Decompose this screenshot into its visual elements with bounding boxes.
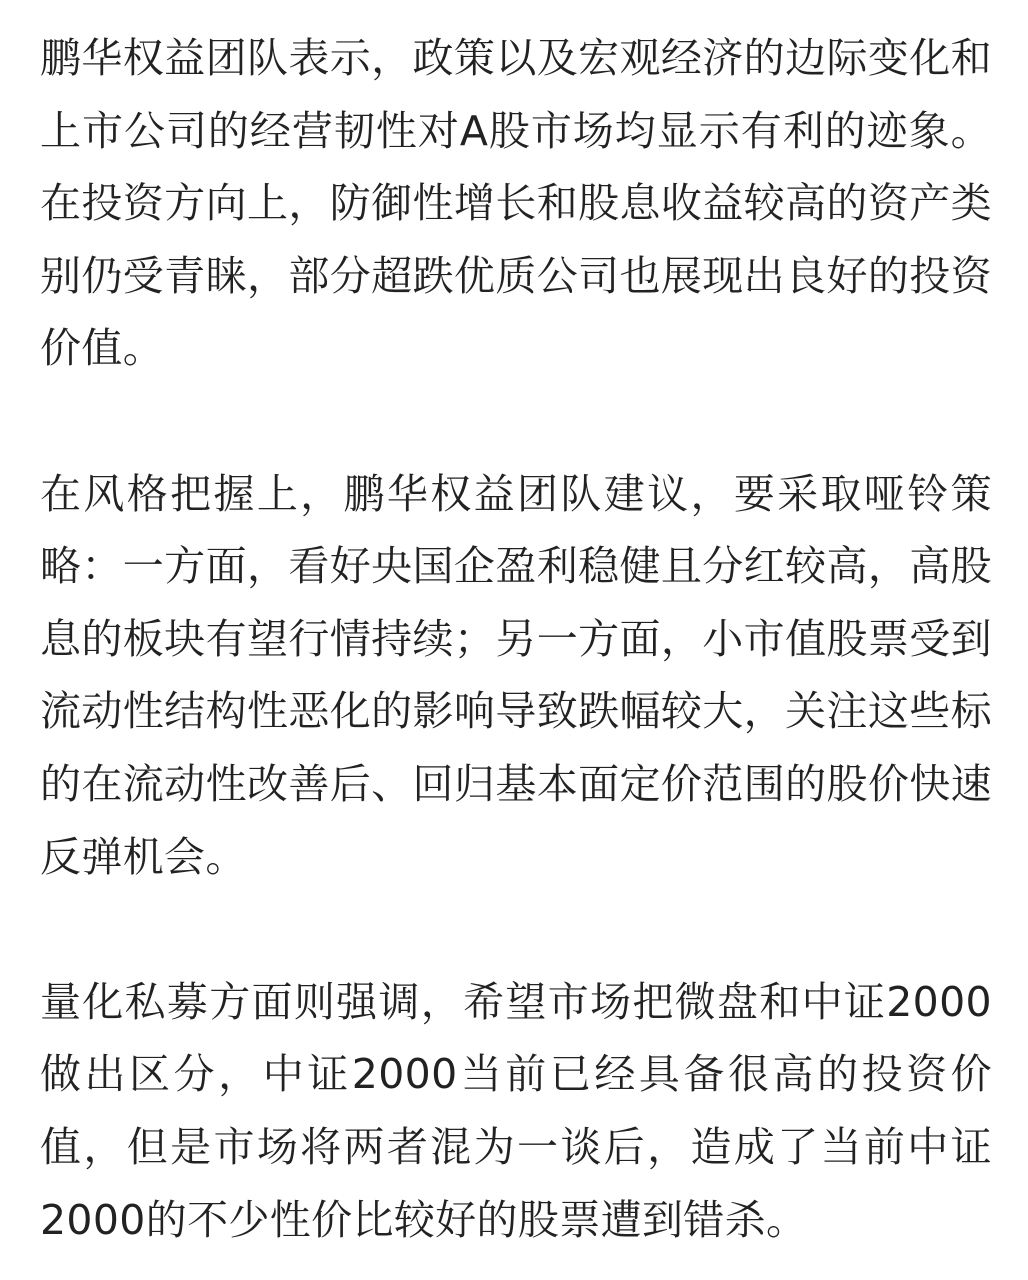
paragraph-quant-private-fund: 量化私募方面则强调，希望市场把微盘和中证2000做出区分，中证2000当前已经具备很高的投资价值，但是市场将两者混为一谈后，造成了当前中证2000的不少性价比较好的股票遭到错杀。 [40, 977, 992, 1244]
paragraph-barbell-strategy: 在风格把握上，鹏华权益团队建议，要采取哑铃策略：一方面，看好央国企盈利稳健且分红较高，高股息的板块有望行情持续；另一方面，小市值股票受到流动性结构性恶化的影响导致跌幅较大，关注这些标的在流动性改善后、回归基本面定价范围的股价快速反弹机会。 [40, 469, 992, 881]
paragraph-policy-outlook: 鹏华权益团队表示，政策以及宏观经济的边际变化和上市公司的经营韧性对A股市场均显示有利的迹象。在投资方向上，防御性增长和股息收益较高的资产类别仍受青睐，部分超跌优质公司也展现出良好的投资价值。 [40, 34, 992, 373]
article-body [40, 22, 992, 1256]
